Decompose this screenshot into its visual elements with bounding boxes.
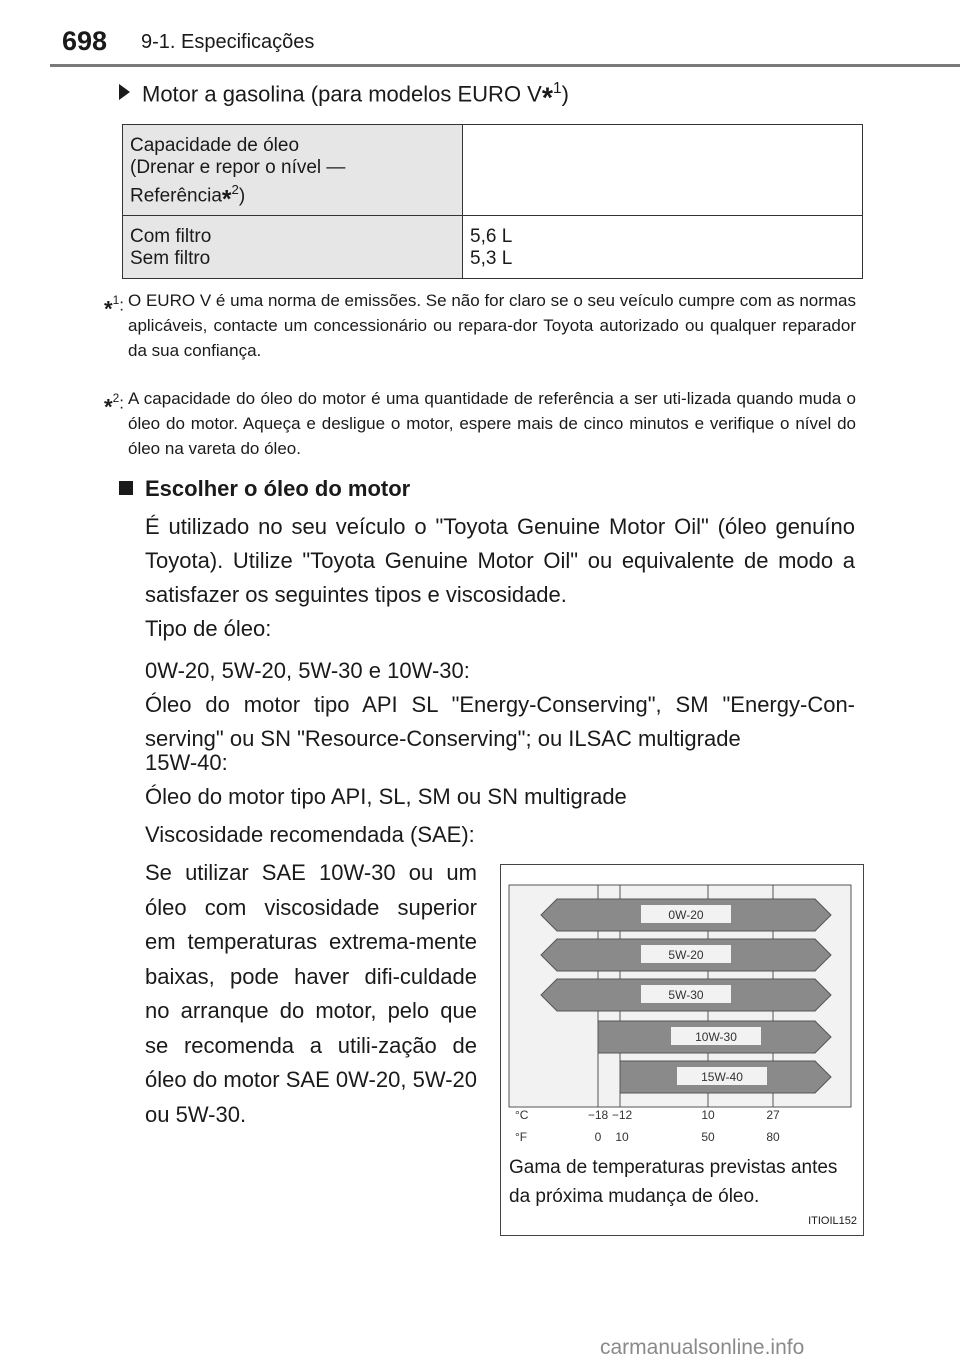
square-bullet-icon (119, 481, 133, 495)
fahrenheit-tick-10: 10 (615, 1130, 629, 1144)
celsius-tick-27: 27 (766, 1108, 780, 1122)
oil-section-heading (119, 476, 410, 502)
footnote-1-number: 1 (112, 293, 120, 307)
engine-heading-asterisk: * (541, 82, 553, 115)
celsius-tick-minus12: −12 (611, 1108, 633, 1122)
viscosity-label: Viscosidade recomendada (SAE): (145, 822, 475, 847)
footnote-2 (104, 386, 856, 461)
bar-label-5w-20: 5W-20 (668, 948, 704, 962)
row-value-with-filter: 5,6 L (470, 226, 513, 248)
viscosity-figure (500, 864, 864, 1236)
engine-heading-ref: 1 (553, 80, 562, 97)
triangle-bullet-icon (119, 84, 130, 100)
section-title: 9-1. Especificações (141, 31, 315, 53)
label-ref: 2 (231, 182, 239, 197)
grade-b-text: Óleo do motor tipo API, SL, SM ou SN multigrade (145, 784, 627, 809)
figure-caption: Gama de temperaturas previstas antes da próxima mudança de óleo. (509, 1157, 838, 1207)
grade-b-label: 15W-40: (145, 750, 228, 775)
fahrenheit-unit: °F (515, 1130, 528, 1144)
page-number: 698 (62, 26, 108, 56)
fahrenheit-tick-50: 50 (701, 1130, 715, 1144)
footnote-2-asterisk: * (104, 394, 113, 420)
engine-heading-text: Motor a gasolina (para modelos EURO V (142, 81, 542, 107)
table-row-values (463, 216, 863, 279)
footnote-1-mark (104, 288, 124, 322)
oil-capacity-table (122, 124, 863, 279)
oil-type-label: Tipo de óleo: (145, 616, 272, 641)
row-label-with-filter: Com filtro (130, 226, 212, 248)
table-header-row (123, 125, 863, 216)
footnote-2-mark (104, 386, 124, 420)
site-watermark: carmanualsonline.info (600, 1336, 805, 1359)
footnote-2-number: 2 (112, 391, 120, 405)
grade-a-text: Óleo do motor tipo API SL "Energy-Conserving", SM "Energy-Con-serving" ou SN "Resource-Conserving"; ou ILSAC multigrade (145, 692, 855, 751)
bar-label-0w-20: 0W-20 (668, 908, 704, 922)
figure-code: ITIOIL152 (808, 1215, 857, 1227)
footnote-1-colon: : (119, 295, 124, 315)
table-row-labels (123, 216, 463, 279)
fahrenheit-tick-0: 0 (594, 1130, 602, 1144)
celsius-tick-minus18: −18 (587, 1108, 609, 1122)
bar-label-15w-40: 15W-40 (701, 1070, 743, 1084)
bar-label-5w-30: 5W-30 (668, 988, 704, 1002)
footnote-2-colon: : (119, 393, 124, 413)
oil-intro: É utilizado no seu veículo o "Toyota Genuine Motor Oil" (óleo genuíno Toyota). Utilize "Toyota Genuine Motor Oil" ou equivalente de modo a satisfazer os seguintes tipos e viscosidade. (145, 514, 855, 607)
row-value-without-filter: 5,3 L (470, 248, 513, 270)
celsius-unit: °C (515, 1108, 529, 1122)
engine-heading-close: ) (561, 81, 569, 107)
engine-heading (119, 80, 569, 115)
label-asterisk: * (221, 186, 232, 214)
table-header-value (463, 125, 863, 216)
label-line-1: Capacidade de óleo (130, 135, 300, 156)
bar-label-10w-30: 10W-30 (695, 1030, 737, 1044)
footnote-1-asterisk: * (104, 296, 113, 322)
footnote-1-text: O EURO V é uma norma de emissões. Se não for claro se o seu veículo cumpre com as normas aplicáveis, contacte um concessionário ou repara-dor Toyota autorizado ou qualquer reparador da sua confiança. (128, 291, 856, 360)
row-label-without-filter: Sem filtro (130, 248, 211, 270)
grade-a-label: 0W-20, 5W-20, 5W-30 e 10W-30: (145, 658, 470, 683)
label-line-3 (130, 179, 455, 214)
label-line-3-text: Referência (130, 185, 222, 207)
label-close: ) (238, 185, 246, 207)
fahrenheit-tick-80: 80 (766, 1130, 780, 1144)
header-divider (50, 64, 960, 67)
table-row (123, 216, 863, 279)
celsius-tick-10: 10 (701, 1108, 715, 1122)
viscosity-note: Se utilizar SAE 10W-30 ou um óleo com viscosidade superior em temperaturas extrema-mente baixas, pode haver difi-culdade no arranque do motor, pelo que se recomenda a utili-zação de óleo do motor SAE 0W-20, 5W-20 ou 5W-30. (145, 860, 477, 1127)
oil-section-title: Escolher o óleo do motor (145, 476, 411, 501)
footnote-1 (104, 288, 856, 363)
table-header-label (123, 125, 463, 216)
label-line-2: (Drenar e repor o nível — (130, 157, 346, 178)
footnote-2-text: A capacidade do óleo do motor é uma quantidade de referência a ser uti-lizada quando muda o óleo do motor. Aqueça e desligue o motor, espere mais de cinco minutos e verifique o nível do óleo na vareta do óleo. (128, 389, 856, 458)
